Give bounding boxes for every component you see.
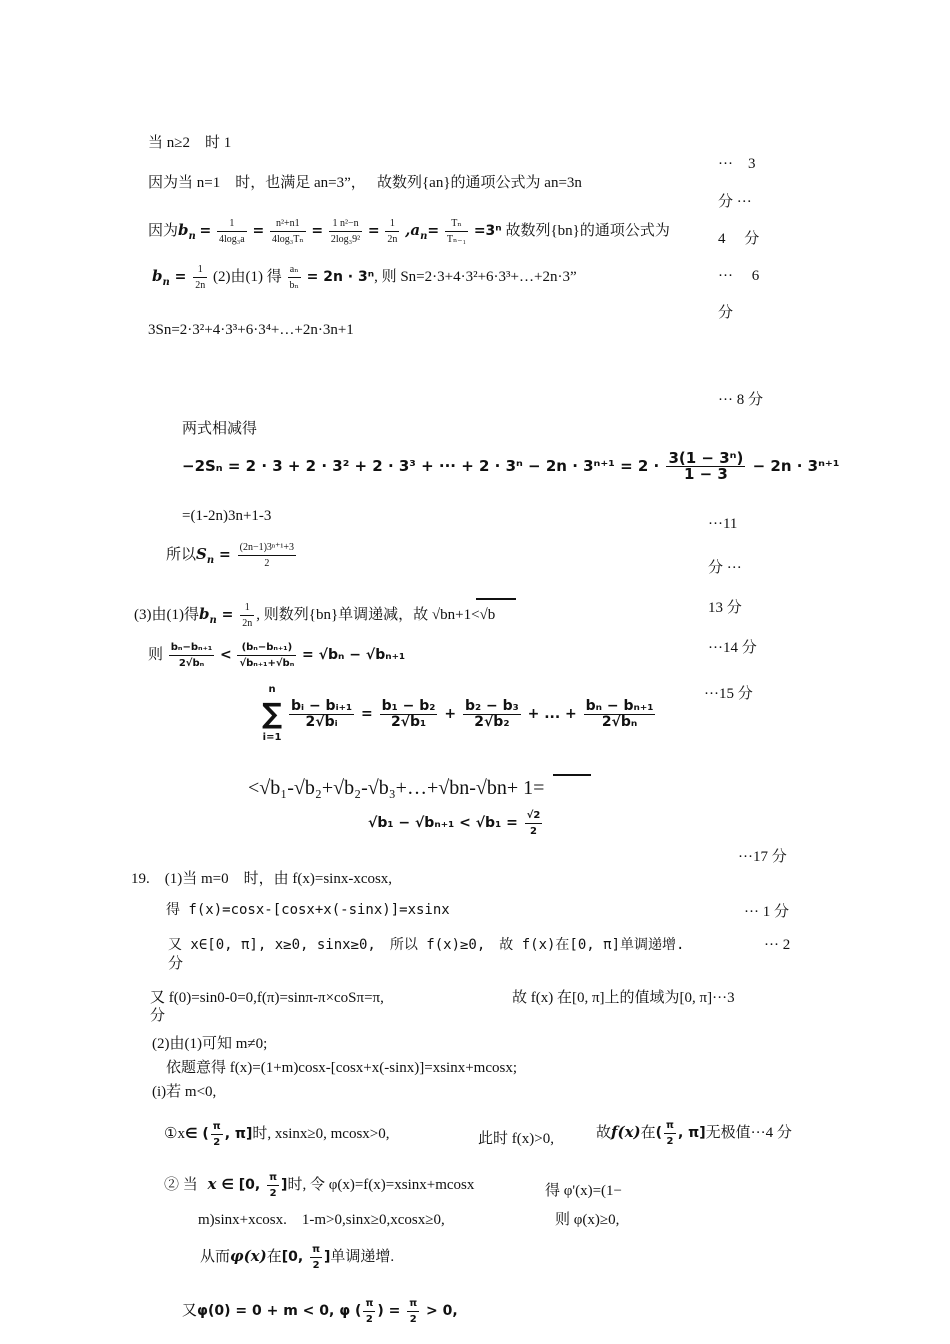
text-line: (i)若 m<0,	[152, 1084, 217, 1100]
text-prefix: ② 当	[164, 1177, 198, 1193]
text-line: 此时 f(x)>0,	[478, 1131, 554, 1147]
fraction: $\frac{\pi}{2}$	[409, 1298, 418, 1326]
equation-left: −2Sₙ = 2 · 3 + 2 · 3² + 2 · 3³ + ··· + 2 · 3ⁿ − 2n · 3ⁿ⁺¹ = 2 ·	[182, 457, 660, 475]
score-mark: 分 ···	[718, 194, 752, 210]
text-prefix: 因为	[148, 222, 179, 239]
score-mark: ···11	[708, 516, 738, 532]
score-mark: ··· 3	[718, 156, 756, 172]
fraction: $\frac{\text{Tₙ}}{\text{Tₙ₋₁}}$	[446, 218, 467, 245]
score-mark: 4 分	[718, 231, 760, 247]
text-mid: 时, 令 φ(x)=f(x)=xsinx+mcosx	[287, 1177, 475, 1193]
formula-line: ② 当 x ∈ [0, $\frac{\pi}{2}$ ]时, 令 φ(x)=f(x)=xsinx+mcosx	[164, 1172, 475, 1200]
text-line: 又 x∈[0, π], x≥0, sinx≥0, 所以 f(x)≥0, 故 f(x)在[0, π]单调递增.	[168, 937, 685, 953]
equation-tail: − 2n · 3ⁿ⁺¹	[752, 457, 840, 475]
fraction: $\frac{\text{n²+n1}}{\text{4log₃Tₙ}}$	[271, 218, 304, 245]
score-mark: 分	[718, 305, 734, 321]
text-line: 因为当 n=1 时，也满足 an=3”， 故数列{an}的通项公式为 an=3n	[148, 175, 582, 191]
fraction: $\frac{1}{2n}$	[387, 218, 398, 245]
text-prefix: 又	[182, 1303, 198, 1319]
text-tail: 故数列{bn}的通项公式为	[505, 222, 670, 239]
summation-line: n ∑ i=1 $\frac{\text{bᵢ − bᵢ₊₁}}{\text{2√bᵢ}}$ = $\frac{\text{b₁ − b₂}}{\text{2√b₁}}$ + $\frac{\text{b₂ − b₃}}{\text{2√b₂}}$ + ... + $\frac{\text{bₙ − bₙ₊₁}}{\text{2√bₙ}}$	[262, 684, 654, 743]
text-mid: (2)由(1)	[213, 268, 263, 285]
fraction-denominator: 1 − 3	[683, 465, 728, 483]
score-mark: ···14 分	[708, 640, 757, 656]
formula-line: ①x∈ ( $\frac{\pi}{2}$ , π]时, xsinx≥0, mcosx>0,	[164, 1121, 390, 1149]
fraction: $\frac{\text{bₙ − bₙ₊₁}}{\text{2√bₙ}}$	[585, 697, 654, 730]
fraction: $\frac{\text{(bₙ−bₙ₊₁)}}{\text{√bₙ₊₁+√bₙ}}$	[239, 642, 295, 669]
text-tail: 单调递增.	[330, 1249, 395, 1265]
fraction: $\frac{\text{b₂ − b₃}}{\text{2√b₂}}$	[464, 697, 519, 730]
text-line: 19. (1)当 m=0 时，由 f(x)=sinx-xcosx,	[131, 871, 393, 887]
fraction: $\frac{\pi}{2}$	[312, 1244, 321, 1272]
formula-line: 从而φ(x)在[0, $\frac{\pi}{2}$ ]单调递增.	[200, 1244, 395, 1272]
fraction: $\frac{\pi}{2}$	[365, 1298, 374, 1326]
text-line: m)sinx+xcosx. 1-m>0,sinx≥0,xcosx≥0,	[198, 1212, 445, 1228]
formula-line: 所以$S_n$ = $\frac{\text{(2n−1)3ⁿ⁺¹+3}}{2}$	[166, 542, 294, 569]
score-mark: ··· 6	[718, 268, 760, 284]
fraction: $\frac{\text{b₁ − b₂}}{\text{2√b₁}}$	[381, 697, 436, 730]
formula-line: √b₁ − √bₙ₊₁ < √b₁ = $\frac{√2}{2}$	[368, 809, 541, 837]
formula-line: (3)由(1)得$b_n$ = $\frac{1}{2n}$ , 则数列{bn}单调递减，故 √bn+1<√b	[134, 602, 496, 629]
text-line: 依题意得 f(x)=(1+m)cosx-[cosx+x(-sinx)]=xsinx+mcosx;	[166, 1060, 517, 1076]
score-mark: ···17 分	[738, 849, 787, 865]
text-prefix: (3)由(1)得	[134, 606, 199, 623]
fraction: $\frac{\text{bᵢ − bᵢ₊₁}}{\text{2√bᵢ}}$	[290, 697, 353, 730]
formula-line: 因为$b_n$ = $\frac{1}{\text{4log₃a}}$ = $\frac{\text{n²+n1}}{\text{4log₃Tₙ}}$ = $\frac{\text{1 n²−n}}{\text{2log₃9²}}$ = $\frac{1}{2n}$ $,a_n=$ $\frac{\text{Tₙ}}{\text{Tₙ₋₁}}$ =3ⁿ 故数列{bn}的通项公式为	[148, 218, 670, 245]
text-tail: , 则数列{bn}单调递减，故 √bn+1<√b	[256, 606, 496, 623]
text-line: 当 n≥2 时 1	[148, 135, 232, 151]
score-mark: 分 ···	[708, 560, 742, 576]
text-line: 3Sn=2·3²+4·3³+6·3⁴+…+2n·3n+1	[148, 322, 354, 338]
text-line: <√b₁-√b₂+√b₂-√b₃+…+√bn-√bn+ 1=	[248, 777, 545, 799]
fraction: $\frac{\pi}{2}$	[212, 1121, 221, 1149]
text-line: 得 φ'(x)=(1−	[545, 1183, 623, 1199]
equation-line	[182, 446, 839, 486]
text-tail: , 则 Sn=2·3+4·3²+6·3³+…+2n·3”	[374, 268, 577, 285]
fraction: $\frac{\text{bₙ−bₙ₊₁}}{\text{2√bₙ}}$	[170, 642, 213, 669]
fraction: $\frac{\text{1 n²−n}}{\text{2log₃9²}}$	[330, 218, 361, 245]
text-line: 则 φ(x)≥0,	[555, 1212, 620, 1228]
overline	[553, 774, 591, 776]
score-mark: ··· 8 分	[718, 392, 763, 408]
fraction: $\frac{\text{aₙ}}{\text{bₙ}}$	[289, 264, 299, 291]
fraction: $\frac{\pi}{2}$	[666, 1120, 674, 1148]
text-line: 分	[150, 1008, 166, 1024]
score-mark: ··· 2	[764, 937, 791, 953]
score-mark: 13 分	[708, 600, 742, 616]
text-tail: 无极值···4 分	[705, 1125, 792, 1141]
formula-line: 又φ(0) = 0 + m < 0, φ ( $\frac{\pi}{2}$ ) = $\frac{\pi}{2}$ > 0,	[182, 1298, 458, 1326]
text-line: =(1-2n)3n+1-3	[182, 508, 272, 524]
text-line: 得 f(x)=cosx-[cosx+x(-sinx)]=xsinx	[166, 902, 450, 918]
fraction: $\frac{1}{2n}$	[242, 602, 253, 629]
fraction: $\frac{1}{2n}$	[195, 264, 206, 291]
text-prefix: 故	[596, 1125, 612, 1141]
text-prefix: ①x	[164, 1126, 185, 1142]
overline	[476, 598, 516, 600]
text-mid: 时, xsinx≥0, mcosx>0,	[252, 1126, 390, 1142]
text-line: 又 f(0)=sin0-0=0,f(π)=sinπ-π×coSπ=π,	[150, 990, 384, 1006]
text-line: (2)由(1)可知 m≠0;	[152, 1036, 268, 1052]
text-line: 两式相减得	[182, 421, 258, 437]
text-prefix: 则	[148, 646, 164, 663]
fraction: $\frac{1}{\text{4log₃a}}$	[219, 218, 245, 245]
formula-line: $b_n$ = $\frac{1}{2n}$ (2)由(1) 得 $\frac{\text{aₙ}}{\text{bₙ}}$ = 2n · 3ⁿ, 则 Sn=2·3+4·3²+6·3³+…+2n·3”	[152, 264, 577, 291]
score-mark: ···15 分	[704, 686, 753, 702]
formula-line: 则 $\frac{\text{bₙ−bₙ₊₁}}{\text{2√bₙ}}$ < $\frac{\text{(bₙ−bₙ₊₁)}}{\text{√bₙ₊₁+√bₙ}}$ = √bₙ − √bₙ₊₁	[148, 642, 406, 669]
formula-line: 故f(x)在( $\frac{\pi}{2}$ , π]无极值···4 分	[596, 1120, 792, 1148]
fraction: $\frac{\pi}{2}$	[269, 1172, 278, 1200]
fraction	[238, 540, 296, 571]
fraction-denominator: 2	[264, 558, 270, 569]
fraction	[666, 451, 745, 482]
text-line: 故 f(x) 在[0, π]上的值域为[0, π]···3	[512, 990, 735, 1006]
text-line: 分	[168, 956, 184, 972]
score-mark: ··· 1 分	[744, 904, 789, 920]
fraction-numerator: 3(1 − 3ⁿ)	[668, 449, 744, 467]
text-prefix: 从而	[200, 1249, 231, 1265]
fraction: $\frac{√2}{2}$	[526, 809, 541, 837]
text-prefix: 所以	[166, 546, 197, 563]
fraction-numerator: (2n−1)3ⁿ⁺¹+3	[238, 540, 296, 556]
